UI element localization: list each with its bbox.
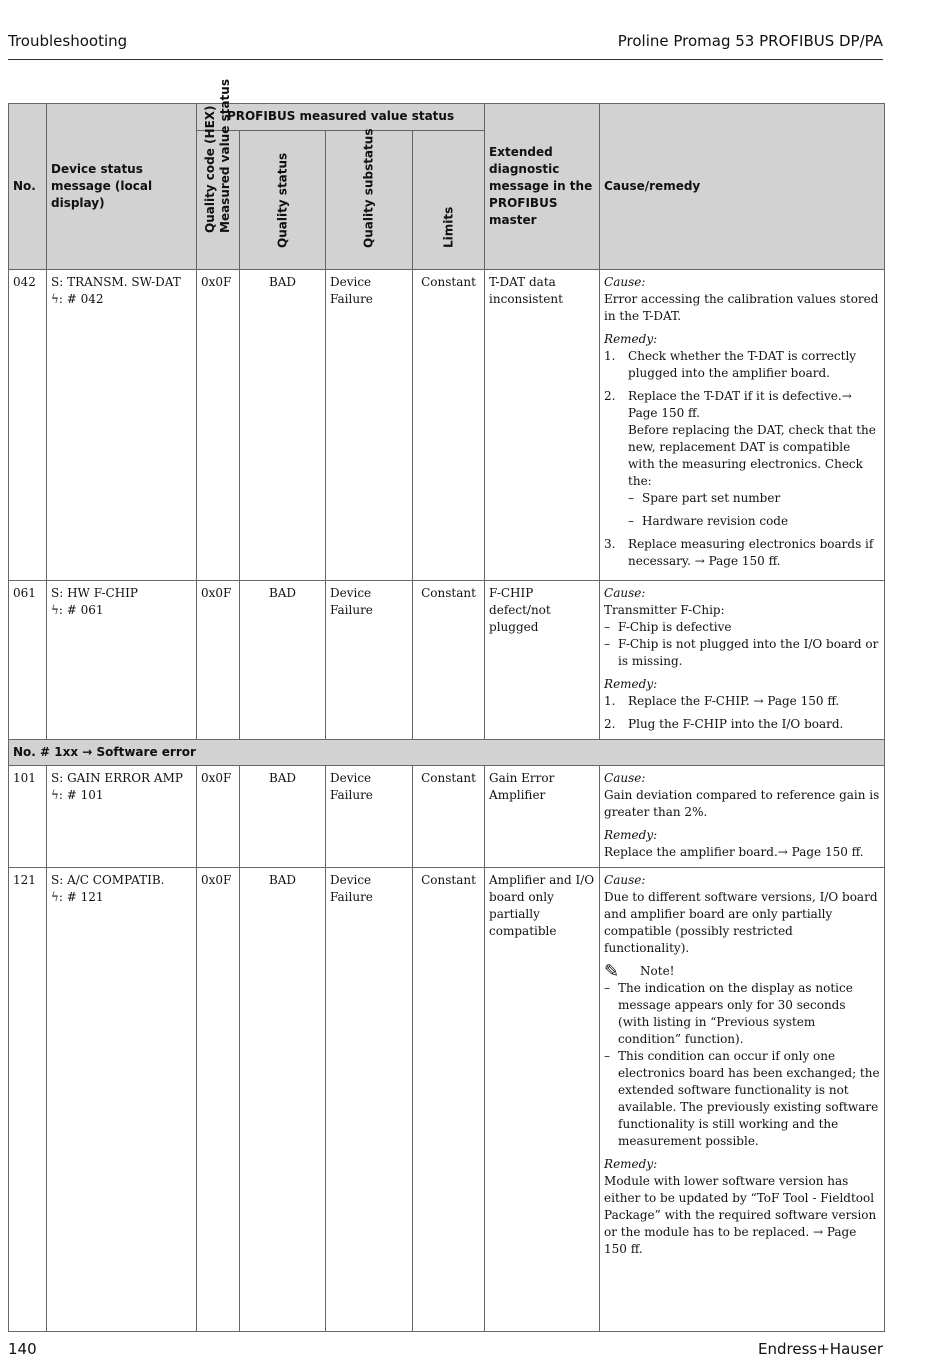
list-item: 3. Replace measuring electronics boards if necessary. → Page 150 ff. [604,537,874,568]
row-device-status: S: TRANSM. SW-DAT ϟ: # 042 [47,270,197,581]
row-no: 101 [9,766,47,868]
row-quality-code: 0x0F [197,868,240,1332]
row-device-status: S: GAIN ERROR AMP ϟ: # 101 [47,766,197,868]
row-extended: T-DAT data inconsistent [485,270,600,581]
section-row [9,740,885,766]
col-header-profibus-group: PROFIBUS measured value status [197,104,485,131]
row-cause-remedy: Cause: Error accessing the calibration values stored in the T-DAT. Remedy: 1. Check whether the T-DAT is correctly plugged into the amplifier board. 2. Replace the T-DAT if it is defective.→ Page 150 ff. Before replacing the DAT, check that the new, replacement DAT is compatible with the measuring electronics. Check the: – Spare part set number – Hardware revision code 3. Replace measuring electronics boards if necessary. → Page 150 ff. [600,270,885,581]
list-item: 1. Replace the F-CHIP. → Page 150 ff. [604,694,840,708]
table-row [9,868,885,1332]
row-cause-remedy: Cause: Due to different software versions, I/O board and amplifier board are only partially compatible (possibly restricted functionality). ✎ Note! – The indication on the display as notice message appears only for 30 seconds (with listing in “Previous system condition” function). – This condition can occur if only one electronics board has been exchanged; the extended software functionality is not available. The previously existing software functionality is still working and the measurement possible. Remedy: Module with lower software version has either to be updated by “ToF Tool - Fieldtool Package” with the required software version or the module has to be replaced. → Page 150 ff. [600,868,885,1332]
row-limits: Constant [413,270,485,581]
row-quality-code: 0x0F [197,270,240,581]
pencil-icon: ✎ [604,961,620,982]
row-extended: F-CHIP defect/not plugged [485,581,600,740]
list-item: 1. Check whether the T-DAT is correctly plugged into the amplifier board. [604,349,857,380]
row-cause-remedy: Cause: Gain deviation compared to reference gain is greater than 2%. Remedy: Replace the amplifier board.→ Page 150 ff. [600,766,885,868]
row-limits: Constant [413,581,485,740]
page-number: 140 [8,1340,37,1358]
col-header-quality-status: Quality status [240,131,326,270]
col-header-no: No. [9,104,47,270]
row-quality-substatus: Device Failure [326,581,413,740]
row-quality-code: 0x0F [197,581,240,740]
row-quality-status: BAD [240,766,326,868]
row-no: 061 [9,581,47,740]
col-header-limits: Limits [413,131,485,270]
col-header-extended: Extended diagnostic message in the PROFIBUS master [485,104,600,270]
remedy-steps [604,348,880,570]
row-device-status: S: A/C COMPATIB. ϟ: # 121 [47,868,197,1332]
row-quality-status: BAD [240,581,326,740]
running-header-section: Troubleshooting [8,32,128,50]
section-title: No. # 1xx → Software error [9,740,885,766]
list-item: 2. Plug the F-CHIP into the I/O board. [604,717,844,731]
row-quality-substatus: Device Failure [326,766,413,868]
row-cause-remedy: Cause: Transmitter F-Chip: – F-Chip is defective – F-Chip is not plugged into the I/O board or is missing. Remedy: 1. Replace the F-CHIP. → Page 150 ff. 2. Plug the F-CHIP into the I/O board. [600,581,885,740]
row-extended: Amplifier and I/O board only partially compatible [485,868,600,1332]
row-no: 042 [9,270,47,581]
row-limits: Constant [413,868,485,1332]
note-label: Note! [640,964,675,978]
row-quality-code: 0x0F [197,766,240,868]
col-header-quality-substatus: Quality substatus [326,131,413,270]
remedy-steps [604,693,880,733]
troubleshooting-table [8,79,885,1332]
row-quality-substatus: Device Failure [326,270,413,581]
row-extended: Gain Error Amplifier [485,766,600,868]
col-header-quality-code: Quality code (HEX) Measured value status [197,131,240,270]
row-limits: Constant [413,766,485,868]
row-quality-status: BAD [240,868,326,1332]
col-header-cause: Cause/remedy [600,104,885,270]
table-row [9,270,885,581]
table-row [9,766,885,868]
table-row [9,581,885,740]
list-item: 2. Replace the T-DAT if it is defective.→ Page 150 ff. Before replacing the DAT, check that the new, replacement DAT is compatible with the measuring electronics. Check the: – Spare part set number – Hardware revision code [604,388,880,530]
row-quality-substatus: Device Failure [326,868,413,1332]
note-block [604,963,880,980]
row-no: 121 [9,868,47,1332]
running-header-product: Proline Promag 53 PROFIBUS DP/PA [617,32,883,50]
header-rule [8,59,883,60]
col-header-device-status: Device status message (local display) [47,104,197,270]
brand-name: Endress+Hauser [758,1340,883,1358]
row-quality-status: BAD [240,270,326,581]
row-device-status: S: HW F-CHIP ϟ: # 061 [47,581,197,740]
